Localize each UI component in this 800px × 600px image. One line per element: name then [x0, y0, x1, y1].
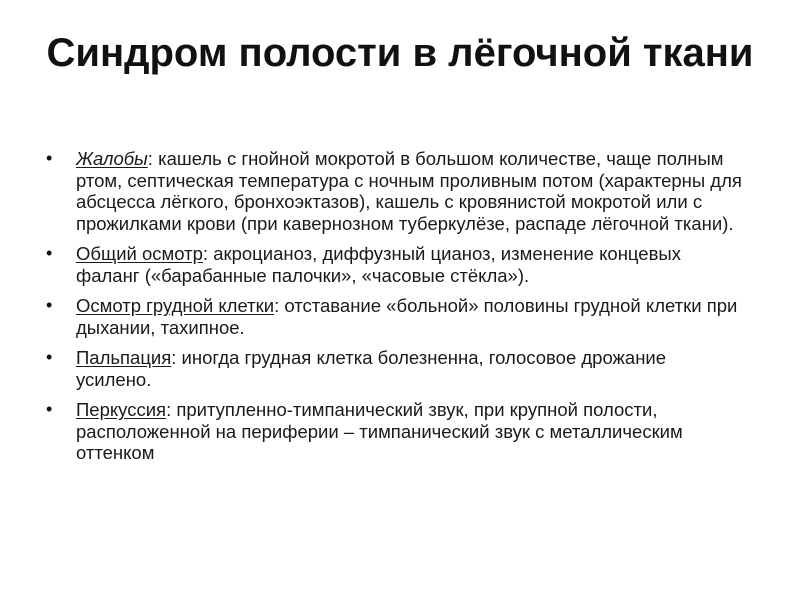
- bullet-term-general-exam: Общий осмотр: [76, 243, 203, 264]
- bullet-percussion: [46, 399, 746, 464]
- bullet-list: [46, 148, 746, 473]
- bullet-chest-exam: [46, 295, 746, 338]
- bullet-text-general-exam: : акроцианоз, диффузный цианоз, изменение концевых фаланг («барабанные палочки», «часовые стёкла»).: [76, 243, 681, 286]
- slide-title: Синдром полости в лёгочной ткани: [46, 31, 754, 75]
- bullet-text-palpation: : иногда грудная клетка болезненна, голосовое дрожание усилено.: [76, 347, 667, 390]
- bullet-term-palpation: Пальпация: [76, 347, 172, 368]
- bullet-term-chest-exam: Осмотр грудной клетки: [76, 295, 275, 316]
- bullet-dot-icon: •: [46, 295, 53, 315]
- bullet-complaints: [46, 148, 746, 234]
- bullet-text-chest-exam: : отставание «больной» половины грудной клетки при дыхании, тахипное.: [76, 295, 738, 338]
- bullet-text-percussion: : притупленно-тимпанический звук, при крупной полости, расположенной на периферии – тимпанический звук с металлическим оттенком: [76, 399, 683, 463]
- bullet-dot-icon: •: [46, 148, 53, 168]
- bullet-dot-icon: •: [46, 347, 53, 367]
- bullet-general-exam: [46, 243, 746, 286]
- bullet-dot-icon: •: [46, 399, 53, 419]
- bullet-term-complaints: Жалобы: [76, 148, 148, 169]
- bullet-palpation: [46, 347, 746, 390]
- bullet-dot-icon: •: [46, 243, 53, 263]
- bullet-term-percussion: Перкуссия: [76, 399, 167, 420]
- bullet-text-complaints: : кашель с гнойной мокротой в большом количестве, чаще полным ртом, септическая температура с ночным проливным потом (характерны для абсцесса лёгкого, бронхоэктазов), кашель с кровянистой мокротой или с прожилками крови (при кавернозном туберкулёзе, распаде лёгочной ткани).: [76, 148, 742, 234]
